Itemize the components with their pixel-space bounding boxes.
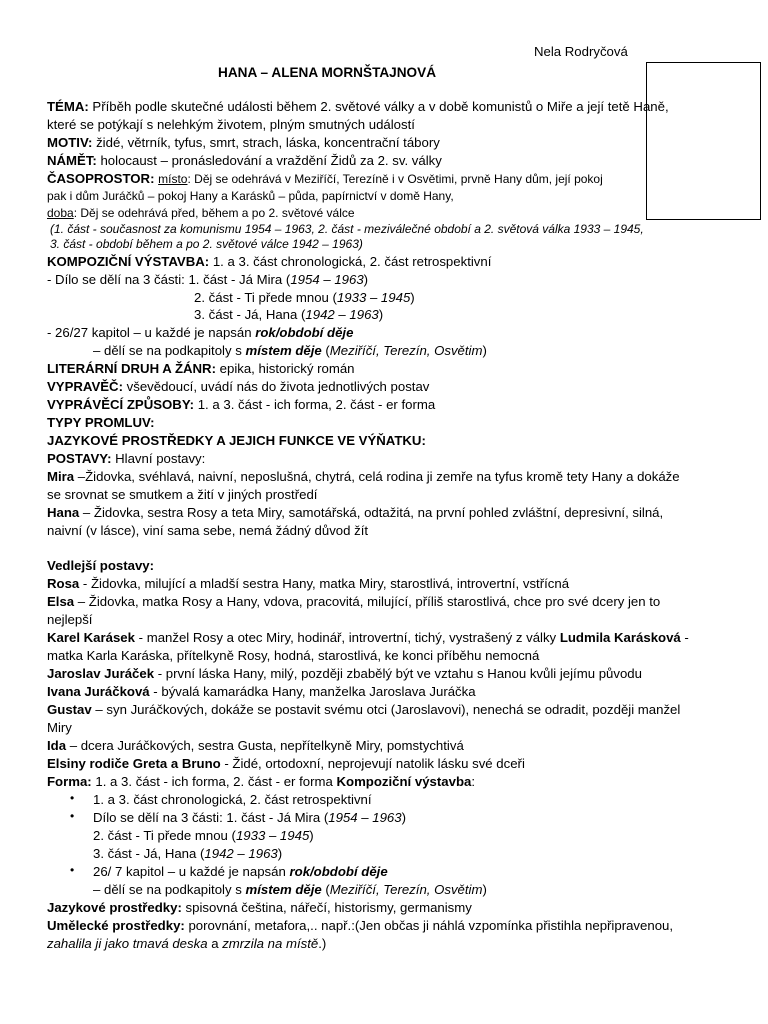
bullet-item-2: Dílo se dělí na 3 části: 1. část - Já Mira (1954 – 1963) (93, 810, 407, 825)
druh-line: LITERÁRNÍ DRUH A ŽÁNR: epika, historický román (47, 361, 355, 376)
jaroslav-line: Jaroslav Juráček - první láska Hany, milý, později zbabělý být ve vztahu s Hanou kvůli jejímu původu (47, 666, 642, 681)
kompozicni-label: KOMPOZIČNÍ VÝSTAVBA: (47, 254, 210, 269)
bullet-symbol: • (70, 863, 75, 877)
rosa-line: Rosa - Židovka, milující a mladší sestra Hany, matka Miry, starostlivá, introvertní, vstřícná (47, 576, 570, 591)
tema-line2: které se potýkají s nelehkým životem, plným smutných událostí (47, 117, 415, 132)
gustav-line1: Gustav – syn Juráčkových, dokáže se postavit svému otci (Jaroslavovi), nenechá se odradit, později manžel (47, 702, 681, 717)
umelecke-line2: zahalila ji jako tmavá deska a zmrzila na místě.) (47, 936, 327, 951)
ida-line: Ida – dcera Juráčkových, sestra Gusta, nepřítelkyně Miry, pomstychtivá (47, 738, 464, 753)
gustav-line2: Miry (47, 720, 72, 735)
ivana-line: Ivana Juráčková - bývalá kamarádka Hany, manželka Jaroslava Juráčka (47, 684, 476, 699)
casoprostor-line1 (47, 170, 603, 188)
bullet-symbol: • (70, 791, 75, 805)
namet-text: holocaust – pronásledování a vraždění Židů za 2. sv. války (96, 153, 442, 168)
zpusoby-line: VYPRÁVĚCÍ ZPŮSOBY: 1. a 3. část - ich forma, 2. část - er forma (47, 397, 436, 412)
motiv-text: židé, větrník, tyfus, smrt, strach, láska, koncentrační tábory (92, 135, 440, 150)
bullet-item-2-part2: 2. část - Ti přede mnou (1933 – 1945) (93, 828, 314, 843)
casoprostor-note1: (1. část - současnost za komunismu 1954 – 1963, 2. část - meziválečné období a 2. světová válka 1933 – 1945, (50, 222, 644, 236)
elsa-line1: Elsa – Židovka, matka Rosy a Hany, vdova, pracovitá, milující, příliš starostlivá, chce pro své dcery jen to (47, 594, 661, 609)
author-name: Nela Rodryčová (534, 44, 628, 59)
namet-label: NÁMĚT: (47, 153, 97, 168)
casoprostor-note2: 3. část - období během a po 2. světové válce 1942 – 1963) (50, 237, 363, 251)
motiv-line (47, 134, 440, 152)
kompozicni-podkapitoly: – dělí se na podkapitoly s místem děje (Meziříčí, Terezín, Osvětim) (93, 343, 487, 358)
vypravec-line: VYPRAVĚČ: vševědoucí, uvádí nás do života jednotlivých postav (47, 379, 430, 394)
page-title: HANA – ALENA MORNŠTAJNOVÁ (218, 65, 437, 80)
postavy-line: POSTAVY: Hlavní postavy: (47, 451, 206, 466)
vedlejsi-heading: Vedlejší postavy: (47, 558, 155, 573)
casoprostor-line2: pak i dům Juráčků – pokoj Hany a Karásků – půda, papírnictví v domě Hany, (47, 189, 454, 203)
kompozicni-part1: - Dílo se dělí na 3 části: 1. část - Já Mira (1954 – 1963) (47, 272, 369, 287)
mira-line1: Mira –Židovka, svéhlavá, naivní, neposlušná, chytrá, celá rodina ji zemře na tyfus kromě tety Hany a dokáže (47, 469, 680, 484)
bullet-item-3-line2: – dělí se na podkapitoly s místem děje (Meziříčí, Terezín, Osvětim) (93, 882, 487, 897)
umelecke-line1: Umělecké prostředky: porovnání, metafora,.. např.:(Jen občas ji náhlá vzpomínka přistihla nepřipravenou, (47, 918, 674, 933)
bullet-symbol: • (70, 809, 75, 823)
jazykove-heading: JAZYKOVÉ PROSTŘEDKY A JEJICH FUNKCE VE VÝŇATKU: (47, 433, 426, 448)
karel-line2: matka Karla Karáska, přítelkyně Rosy, hodná, starostlivá, ke konci příběhu nemocná (47, 648, 540, 663)
tema-text: Příběh podle skutečné události během 2. světové války a v době komunistů o Miře a její tetě Haně, (88, 99, 669, 114)
empty-box (646, 62, 761, 220)
misto-label: místo (158, 172, 188, 186)
tema-label: TÉMA: (47, 99, 89, 114)
hana-line1: Hana – Židovka, sestra Rosy a teta Miry, samotářská, odtažitá, na první pohled zvláštní, depresivní, silná, (47, 505, 664, 520)
kompozicni-part2: 2. část - Ti přede mnou (1933 – 1945) (194, 290, 415, 305)
kompozicni-part3: 3. část - Já, Hana (1942 – 1963) (194, 307, 384, 322)
bullet-item-2-part3: 3. část - Já, Hana (1942 – 1963) (93, 846, 283, 861)
elsa-line2: nejlepší (47, 612, 93, 627)
namet-line (47, 152, 442, 170)
doba-label: doba (47, 206, 74, 220)
casoprostor-label: ČASOPROSTOR: (47, 171, 155, 186)
rodice-line: Elsiny rodiče Greta a Bruno - Židé, ortodoxní, neprojevují natolik lásku své dceři (47, 756, 525, 771)
forma-line: Forma: 1. a 3. část - ich forma, 2. část - er forma Kompoziční výstavba: (47, 774, 475, 789)
bullet-item-3: 26/ 7 kapitol – u každé je napsán rok/období děje (93, 864, 388, 879)
kompozicni-kapitoly: - 26/27 kapitol – u každé je napsán rok/období děje (47, 325, 354, 340)
karel-line1: Karel Karásek - manžel Rosy a otec Miry, hodinář, introvertní, tichý, vystrašený z války Ludmila Karásková - (47, 630, 689, 645)
typy-promluv: TYPY PROMLUV: (47, 415, 155, 430)
mira-line2: se srovnat se smutkem a žití v jiných prostředí (47, 487, 318, 502)
kompozicni-text: 1. a 3. část chronologická, 2. část retrospektivní (209, 254, 492, 269)
kompozicni-line (47, 253, 491, 271)
bullet-item-1: 1. a 3. část chronologická, 2. část retrospektivní (93, 792, 372, 807)
misto-text: : Děj se odehrává v Meziříčí, Terezíně i v Osvětimi, prvně Hany dům, její pokoj (187, 172, 603, 186)
jazykove-prostredky-line: Jazykové prostředky: spisovná čeština, nářečí, historismy, germanismy (47, 900, 472, 915)
tema-line1 (47, 98, 669, 116)
doba-line (47, 206, 355, 221)
doba-text: : Děj se odehrává před, během a po 2. světové válce (73, 206, 355, 220)
hana-line2: naivní (v lásce), viní sama sebe, nemá žádný důvod žít (47, 523, 369, 538)
motiv-label: MOTIV: (47, 135, 93, 150)
